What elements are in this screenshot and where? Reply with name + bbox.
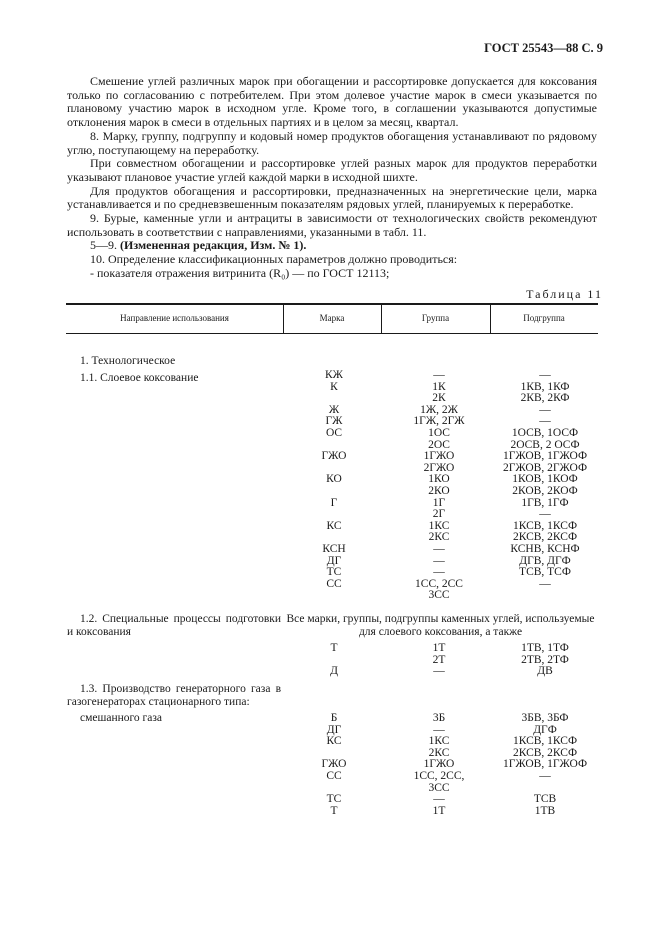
table-row (0, 415, 661, 427)
cell-subgroup: 3БВ, 3БФ (521, 712, 569, 724)
cell-mark: СС (326, 770, 342, 782)
cell-mark: Ж (328, 403, 340, 416)
cell-mark: КС (326, 735, 342, 748)
cell-subgroup: — (539, 415, 551, 428)
cell-group: 1Т (432, 804, 446, 817)
cell-subgroup: 1ТВ (534, 804, 556, 817)
header-mark: Марка (319, 313, 345, 323)
cell-subgroup: КСНВ, КСНФ (510, 543, 580, 555)
cell-mark: ОС (325, 427, 343, 439)
cell-subgroup: 2ГЖОВ, 2ГЖОФ (502, 461, 588, 474)
cell-subgroup: — (539, 577, 551, 590)
page-header: ГОСТ 25543—88 С. 9 (484, 41, 603, 55)
table-row (0, 642, 661, 654)
list-item: - показателя отражения витринита (R₀) — по ГОСТ 12113; (90, 265, 390, 280)
body-text (67, 75, 597, 281)
cell-mark: ТС (326, 566, 342, 579)
amendment-text: (Измененная редакция, Изм. № 1). (120, 238, 307, 253)
cell-group: 1ГЖ, 2ГЖ (413, 415, 465, 428)
cell-subgroup: 1ТВ, 1ТФ (521, 642, 569, 654)
cell-subgroup: 2ОСВ, 2 ОСФ (510, 438, 580, 451)
cell-mark: Д (330, 665, 338, 678)
table-row (0, 404, 661, 416)
table-row (0, 508, 661, 520)
table-row (0, 747, 661, 759)
cell-subgroup: 2КОВ, 2КОФ (512, 485, 578, 497)
cell-mark: КЖ (325, 369, 343, 381)
table-row (0, 439, 661, 451)
table-row (0, 665, 661, 677)
amendment-note (67, 239, 597, 253)
cell-mark: ДГ (326, 723, 342, 736)
cell-group: — (433, 554, 445, 567)
table-row (0, 392, 661, 404)
cell-subgroup: ДВ (537, 665, 553, 678)
table-row (0, 473, 661, 485)
table-row (0, 712, 661, 724)
section-layer-coking: 1.1. Слоевое коксование (80, 372, 199, 384)
cell-group: 1КС (428, 735, 450, 748)
section-special-processes: 1.2. Специальные процессы подготовки и коксования (67, 613, 281, 638)
header-direction: Направление использования (120, 313, 229, 323)
header-subgroup: Подгруппа (523, 313, 565, 323)
cell-group: 1КО (428, 473, 450, 486)
cell-subgroup: ТСВ (533, 793, 557, 806)
table-row (0, 543, 661, 555)
cell-group: 3СС (428, 589, 450, 602)
cell-subgroup: 1КСВ, 1КСФ (512, 735, 578, 748)
cell-subgroup: 2ТВ, 2ТФ (521, 653, 569, 666)
table-row (0, 566, 661, 578)
table-row (0, 555, 661, 567)
cell-subgroup: ТСВ, ТСФ (519, 566, 571, 579)
cell-mark: Т (330, 804, 338, 817)
cell-subgroup: 1ОСВ, 1ОСФ (511, 427, 579, 439)
cell-subgroup: — (539, 369, 551, 381)
cell-subgroup: 1ГЖОВ, 1ГЖОФ (502, 758, 588, 771)
table-row (0, 770, 661, 782)
table-row (0, 589, 661, 601)
cell-group: — (433, 543, 445, 555)
table-row (0, 654, 661, 666)
cell-mark: КСН (322, 543, 346, 555)
table-row (0, 450, 661, 462)
cell-mark: Т (330, 642, 338, 654)
cell-subgroup: ДГФ (533, 723, 557, 736)
section-technological: 1. Технологическое (80, 355, 176, 367)
table-row (0, 462, 661, 474)
header-group: Группа (421, 313, 450, 323)
cell-group: 3Б (432, 712, 446, 724)
table-row (0, 793, 661, 805)
section-gas-production: 1.3. Производство генераторного газа в газогенераторах стационарного типа: (67, 683, 281, 708)
cell-group: 2КС (428, 746, 450, 759)
table-row (0, 381, 661, 393)
cell-group: 1Т (432, 642, 446, 654)
cell-group: — (433, 723, 445, 736)
table-row (0, 531, 661, 543)
cell-subgroup: 1КСВ, 1КСФ (512, 519, 578, 532)
table-row (0, 782, 661, 794)
cell-group: 2КО (428, 485, 450, 497)
cell-mark: СС (326, 577, 342, 590)
cell-subgroup: — (539, 508, 551, 521)
cell-group: 3СС (428, 781, 450, 794)
table-row (0, 724, 661, 736)
cell-group: 1ОС (428, 427, 450, 439)
cell-subgroup: — (539, 403, 551, 416)
cell-group: 1Ж, 2Ж (420, 403, 458, 416)
table-row (0, 497, 661, 509)
paragraph: 9. Бурые, каменные угли и антрациты в зависимости от технологических свойств рекомендуют использовать в соответствии с направлениями, указанными в табл. 11. (67, 211, 597, 239)
cell-subgroup: 1КВ, 1КФ (520, 380, 570, 393)
paragraph: При совместном обогащении и рассортировке углей разных марок для продуктов переработки указывают плановое участие углей каждой марки в исходной шихте. (67, 156, 597, 184)
cell-group: — (433, 793, 445, 806)
cell-subgroup: ДГВ, ДГФ (519, 554, 571, 567)
table-row (0, 758, 661, 770)
table-row (0, 427, 661, 439)
cell-mark: ДГ (326, 554, 342, 567)
paragraph: 8. Марку, группу, подгруппу и кодовый номер продуктов обогащения устанавливают по рядовому углю, поступающему на переработку. (67, 128, 597, 157)
cell-group: 2К (432, 392, 446, 405)
cell-subgroup: 2КСВ, 2КСФ (512, 746, 578, 759)
cell-group: — (433, 665, 445, 678)
cell-subgroup: — (539, 770, 551, 782)
cell-group: — (433, 369, 445, 381)
table-row (0, 369, 661, 381)
amendment-prefix: 5—9. (90, 238, 117, 253)
table-top-rule (66, 303, 598, 305)
table-caption: Таблица 11 (526, 287, 603, 301)
cell-mark: ГЖО (321, 758, 347, 771)
cell-subgroup: 1КОВ, 1КОФ (512, 473, 578, 486)
cell-subgroup: 1ГВ, 1ГФ (521, 496, 569, 509)
cell-mark: Г (330, 496, 338, 509)
paragraph: Смешение углей различных марок при обогащении и рассортировке допускается для коксования только по согласованию с потребителем. При этом долевое участие марок в смеси указывается по плановому участию марок в исходном угле. Кроме того, в соглашении указываются допустимые отклонения марок в смеси в отдельных партиях и в целом за месяц, квартал. (67, 74, 597, 130)
paragraph: Для продуктов обогащения и рассортировки, предназначенных на энергетические цели, марка устанавливается и по средневзвешенным показателям рядовых углей, планируемых к переработке. (67, 183, 597, 212)
table-row (0, 735, 661, 747)
cell-mark: КС (326, 519, 342, 532)
cell-group: 1КС (428, 519, 450, 532)
paragraph: 10. Определение классификационных параметров должно проводиться: (90, 252, 458, 267)
cell-subgroup: 2КСВ, 2КСФ (512, 531, 578, 544)
cell-mark: ГЖО (321, 450, 347, 463)
cell-group: 2ГЖО (423, 461, 455, 474)
table-header-rule (66, 333, 598, 334)
cell-group: 2КС (428, 531, 450, 544)
cell-group: 1Г (432, 496, 446, 509)
cell-group: 1ГЖО (423, 450, 455, 463)
section-mixed-gas: смешанного газа (80, 712, 163, 724)
cell-mark: ТС (326, 793, 342, 806)
table-row (0, 578, 661, 590)
cell-mark: Б (330, 712, 338, 724)
cell-group: 1СС, 2СС, (413, 770, 465, 782)
cell-subgroup: 2КВ, 2КФ (520, 392, 570, 405)
cell-group: — (433, 566, 445, 579)
cell-mark: КО (326, 473, 342, 486)
table-row (0, 485, 661, 497)
cell-group: 1СС, 2СС (415, 577, 463, 590)
cell-group: 2Г (432, 508, 446, 521)
cell-mark: ГЖ (325, 415, 343, 428)
table-row (0, 805, 661, 817)
cell-group: 1ГЖО (423, 758, 455, 771)
cell-group: 1К (432, 380, 446, 393)
cell-mark: К (330, 380, 338, 393)
section-special-span: Все марки, группы, подгруппы каменных углей, используемые для слоевого коксования, а также (286, 613, 595, 638)
cell-group: 2Т (432, 653, 446, 666)
table-row (0, 520, 661, 532)
cell-group: 2ОС (428, 438, 450, 451)
cell-subgroup: 1ГЖОВ, 1ГЖОФ (502, 450, 588, 463)
